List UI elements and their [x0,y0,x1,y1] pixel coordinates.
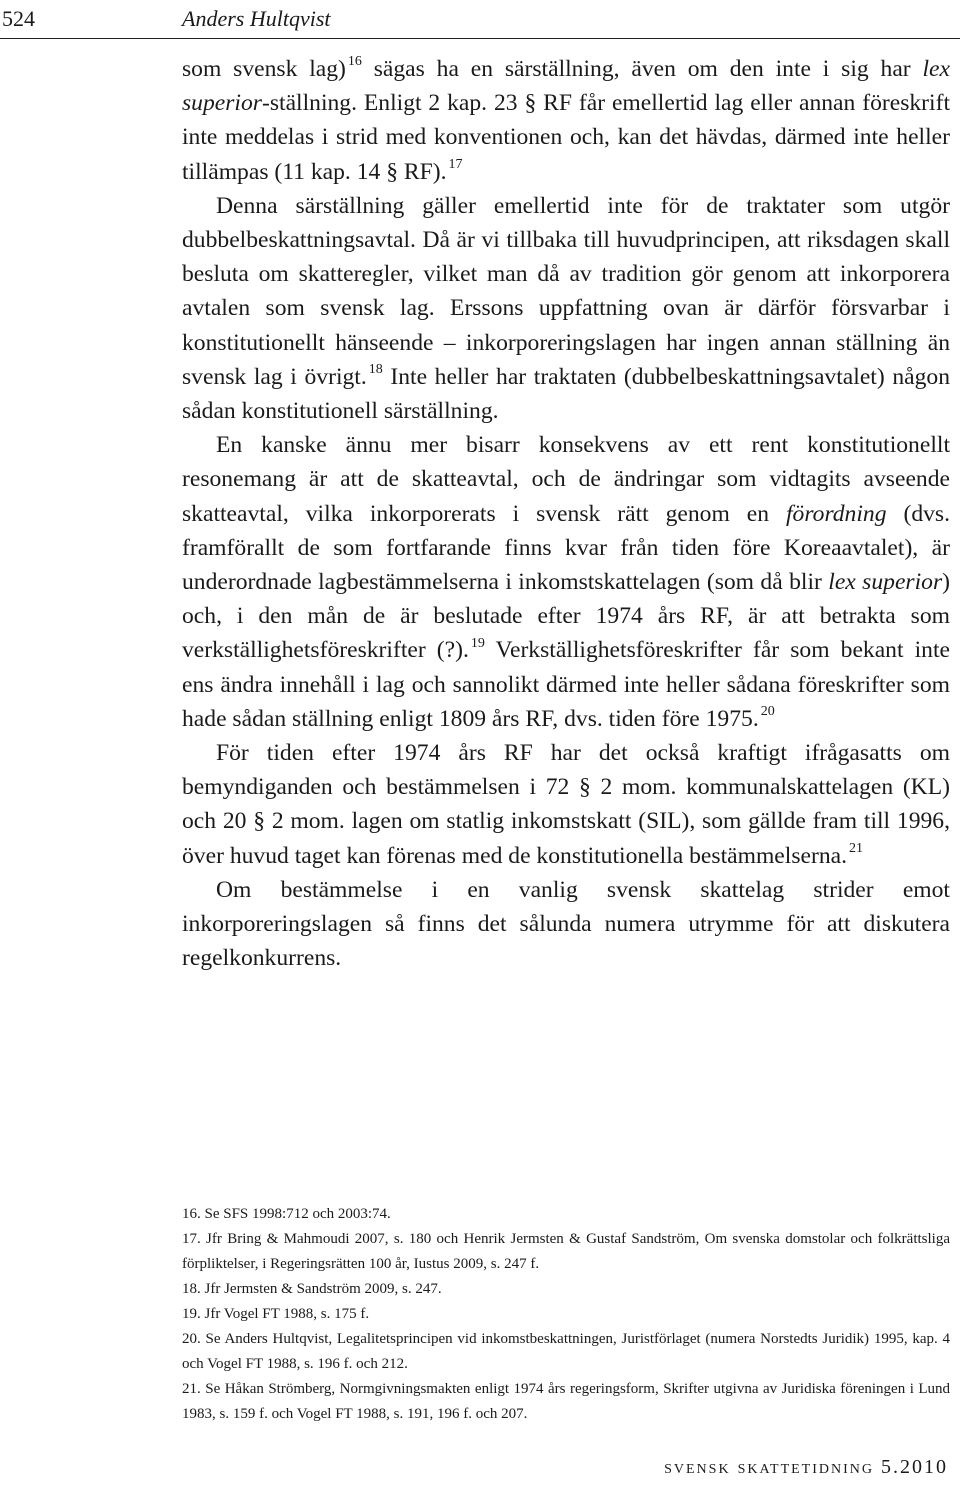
paragraph-2 [182,189,950,428]
footnote-16: 16. Se SFS 1998:712 och 2003:74. [182,1206,391,1222]
italic-term: förordning [786,500,887,527]
italic-term: lex superior [828,569,943,596]
footnote-18: 18. Jfr Jermsten & Sandström 2009, s. 247. [182,1281,442,1297]
footnote-ref-17: 17 [448,156,463,172]
footnote-ref-19: 19 [470,635,485,651]
footnote-ref-16: 16 [347,54,362,70]
paragraph-5: Om bestämmelse i en vanlig svensk skattelag strider emot inkorporeringslagen så finns det sålunda numera utrymme för att diskutera regelkonkurrens. [182,876,950,972]
footnote-20: 20. Se Anders Hultqvist, Legalitetsprincipen vid inkomstbeskattningen, Juristförlaget (numera Norstedts Juridik) 1995, kap. 4 och Vogel FT 1988, s. 196 f. och 212. [182,1331,950,1372]
page-number: 524 [2,6,35,31]
footnotes [182,1202,950,1427]
paragraph-4 [182,736,950,873]
footnote-19: 19. Jfr Vogel FT 1988, s. 175 f. [182,1306,370,1322]
text-run: Verkställighetsföreskrifter får som bekant inte ens ändra innehåll i lag och sannolikt därmed inte heller sådana föreskrifter som hade sådan ställning enligt 1809 års RF, dvs. tiden före 1975. [182,637,950,732]
running-head: Anders Hultqvist [182,6,331,31]
text-run: (dvs. framförallt de som fortfarande finns kvar från tiden före Koreaavtalet), är underordnade lagbestämmelserna i inkomstskattelagen (som då blir [182,500,950,596]
text-run: En kanske ännu mer bisarr konsekvens av ett rent konstitutionellt resonemang är att de skatteavtal, och de ändringar som vidtagits avseende skatteavtal, vilka inkorporerats i svensk rätt genom en [182,432,950,527]
text-run: Inte heller har traktaten (dubbelbeskattningsavtalet) någon sådan konstitutionell särställning. [182,363,950,425]
text-run: som svensk lag) [182,56,346,82]
footnote-17: 17. Jfr Bring & Mahmoudi 2007, s. 180 och Henrik Jermsten & Gustaf Sandström, Om svenska domstolar och folkrättsliga förpliktelser, i Regeringsrätten 100 år, Iustus 2009, s. 247 f. [182,1231,950,1272]
text-run: -ställning. Enligt 2 kap. 23 § RF får emellertid lag eller annan föreskrift inte meddelas i strid med konventionen och, kan det hävdas, därmed inte heller tillämpas (11 kap. 14 § RF). [182,90,950,185]
paragraph-3 [182,428,950,736]
body-text [182,52,950,975]
header-rule [0,38,960,39]
italic-term: lex superior [182,56,950,117]
text-run: För tiden efter 1974 års RF har det också kraftigt ifrågasatts om bemyndiganden och bestämmelsen i 72 § 2 mom. kommunalskattelagen (KL) och 20 § 2 mom. lagen om statlig inkomstskatt (SIL), som gällde fram till 1996, över huvud taget kan förenas med de konstitutionella bestämmelserna. [182,740,950,869]
text-run: sägas ha en särställning, även om den inte i sig har [361,56,923,82]
text-run: ) och, i den mån de är beslutade efter 1974 års RF, är att betrakta som verkställighetsföreskrifter (?). [182,569,950,664]
footnote-ref-20: 20 [760,704,775,719]
page-header [0,0,960,40]
footnote-21: 21. Se Håkan Strömberg, Normgivningsmakten enligt 1974 års regeringsform, Skrifter utgivna av Juridiska föreningen i Lund 1983, s. 159 f. och Vogel FT 1988, s. 191, 196 f. och 207. [182,1381,950,1422]
paragraph-1 [182,52,950,189]
text-run: Denna särställning gäller emellertid inte för de traktater som utgör dubbelbeskattningsavtal. Då är vi tillbaka till huvudprincipen, att riksdagen skall besluta om skatteregler, vilket man då av tradition gör genom att inkorporera avtalen som svensk lag. Erssons uppfattning ovan är därför försvarbar i konstitutionellt hänseende – inkorporeringslagen har ingen annan ställning än svensk lag i övrigt. [182,192,950,390]
footnote-ref-18: 18 [368,361,383,377]
footnote-ref-21: 21 [849,840,864,856]
journal-footer: svensk skattetidning 5.2010 [664,1456,948,1478]
